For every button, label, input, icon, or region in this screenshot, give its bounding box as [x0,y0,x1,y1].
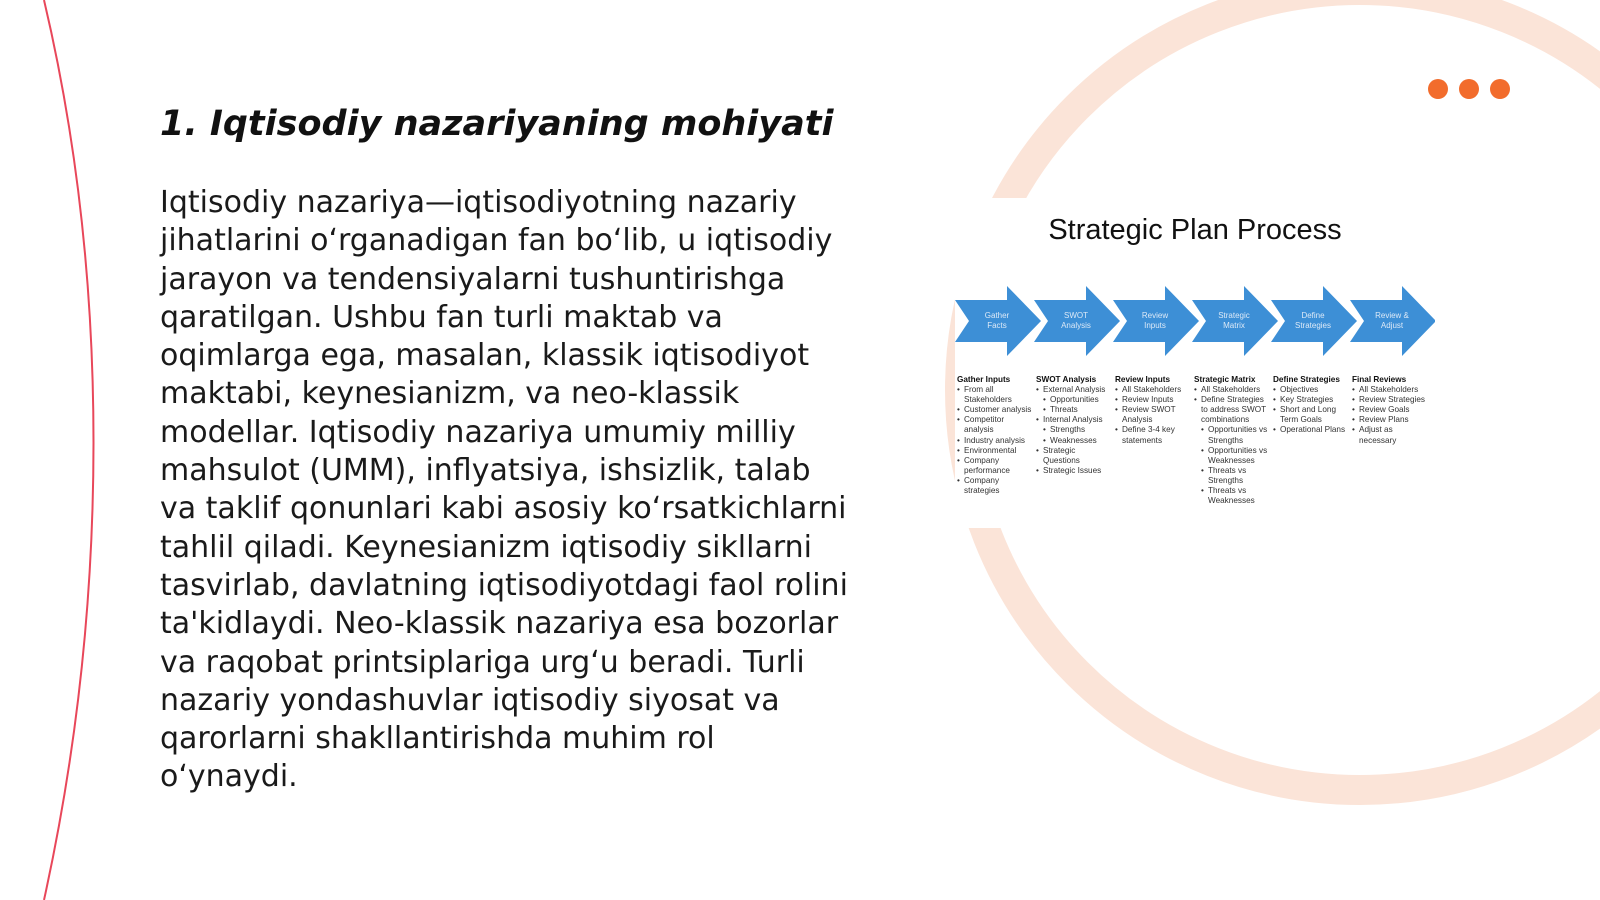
process-column-item: • Objectives [1273,385,1351,395]
process-column-list [1036,385,1114,476]
process-arrow-label: Review & [1375,311,1409,320]
process-column-heading: Review Inputs [1115,375,1171,384]
process-column-heading: Define Strategies [1273,375,1340,384]
process-column [1115,375,1193,446]
figure-title: Strategic Plan Process [1048,214,1342,246]
process-column-item: • Industry analysis [957,436,1035,446]
process-arrows [955,286,1435,356]
process-arrow-label: Analysis [1061,321,1091,330]
process-arrow-label: Adjust [1380,321,1404,330]
process-column-list [957,385,1035,496]
process-column [1352,375,1430,446]
process-arrow-label: SWOT [1064,311,1088,320]
process-column-item: • Review Plans [1352,415,1430,425]
process-column-item: • Review Strategies [1352,395,1430,405]
process-arrow-label: Gather [984,311,1010,320]
process-column-item: • Strategic Questions [1036,446,1114,466]
slide-body-text: Iqtisodiy nazariya—iqtisodiyotning nazariy jihatlarini o‘rganadigan fan bo‘lib, u iqtisodiy jarayon va tendensiyalarni tushuntirishga qaratilgan. Ushbu fan turli maktab va oqimlarga ega, masalan, klassik iqtisodiyot maktabi, keynesianizm, va neo-klassik modellar. Iqtisodiy nazariya umumiy milliy mahsulot (UMM), inflyatsiya, ishsizlik, talab va taklif qonunlari kabi asosiy ko‘rsatkichlarni tahlil qiladi. Keynesianizm iqtisodiy sikllarni tasvirlab, davlatning iqtisodiyotdagi faol rolini ta'kidlaydi. Neo-klassik nazariya esa bozorlar va raqobat printsiplariga urg‘u beradi. Turli nazariy yondashuvlar iqtisodiy siyosat va qarorlarni shakllantirishda muhim rol o‘ynaydi. [160,185,848,795]
process-arrow-label: Strategic [1218,311,1250,320]
process-column-item: • Strengths [1036,425,1114,435]
process-column-item: • Opportunities vs Strengths [1194,425,1272,445]
dot-icon [1428,79,1448,99]
process-column-list [1352,385,1430,446]
process-column-item: • Company performance [957,456,1035,476]
process-column-heading: SWOT Analysis [1036,375,1097,384]
process-column-item: • Review Goals [1352,405,1430,415]
process-arrow-label: Strategies [1294,321,1332,330]
process-column-item: • Environmental [957,446,1035,456]
process-arrow-label: Matrix [1223,321,1245,330]
process-column-list [1115,385,1193,446]
decorative-dots [1428,79,1510,99]
process-column-list [1273,385,1351,435]
process-column-item: • All Stakeholders [1194,385,1272,395]
process-column-item: • Adjust as necessary [1352,425,1430,445]
process-column-item: • Operational Plans [1273,425,1351,435]
process-column-item: • Competitor analysis [957,415,1035,435]
process-column-heading: Strategic Matrix [1194,375,1256,384]
process-column-item: • Review Inputs [1115,395,1193,405]
decorative-curve-line [44,0,94,900]
dot-icon [1490,79,1510,99]
process-column-item: • External Analysis [1036,385,1114,395]
process-column-item: • Weaknesses [1036,436,1114,446]
process-column-item: • Define 3-4 key statements [1115,425,1193,445]
process-column-heading: Gather Inputs [957,375,1011,384]
process-column-item: • Short and Long Term Goals [1273,405,1351,425]
process-column-item: • Strategic Issues [1036,466,1114,476]
process-column-item: • From all Stakeholders [957,385,1035,405]
process-column [1273,375,1351,436]
process-column-item: • Key Strategies [1273,395,1351,405]
process-column-item: • Define Strategies to address SWOT combinations [1194,395,1272,425]
process-arrow-label: Facts [987,321,1007,330]
strategic-plan-figure [955,198,1435,528]
process-column [957,375,1035,496]
process-column-item: • Opportunities vs Weaknesses [1194,446,1272,466]
process-arrow-label: Inputs [1144,321,1166,330]
process-column-item: • Company strategies [957,476,1035,496]
process-arrow-label: Review [1141,311,1169,320]
process-column-item: • Threats vs Weaknesses [1194,486,1272,506]
process-column-item: • Internal Analysis [1036,415,1114,425]
process-column [1194,375,1272,506]
slide-title: 1. Iqtisodiy nazariyaning mohiyati [160,104,834,144]
process-column-item: • Threats vs Strengths [1194,466,1272,486]
process-column [1036,375,1114,476]
process-column-item: • All Stakeholders [1352,385,1430,395]
dot-icon [1459,79,1479,99]
process-column-heading: Final Reviews [1352,375,1407,384]
process-column-item: • All Stakeholders [1115,385,1193,395]
process-column-item: • Customer analysis [957,405,1035,415]
process-column-item: • Review SWOT Analysis [1115,405,1193,425]
process-column-list [1194,385,1272,506]
process-column-item: • Threats [1036,405,1114,415]
process-arrow-label: Define [1301,311,1325,320]
process-column-item: • Opportunities [1036,395,1114,405]
